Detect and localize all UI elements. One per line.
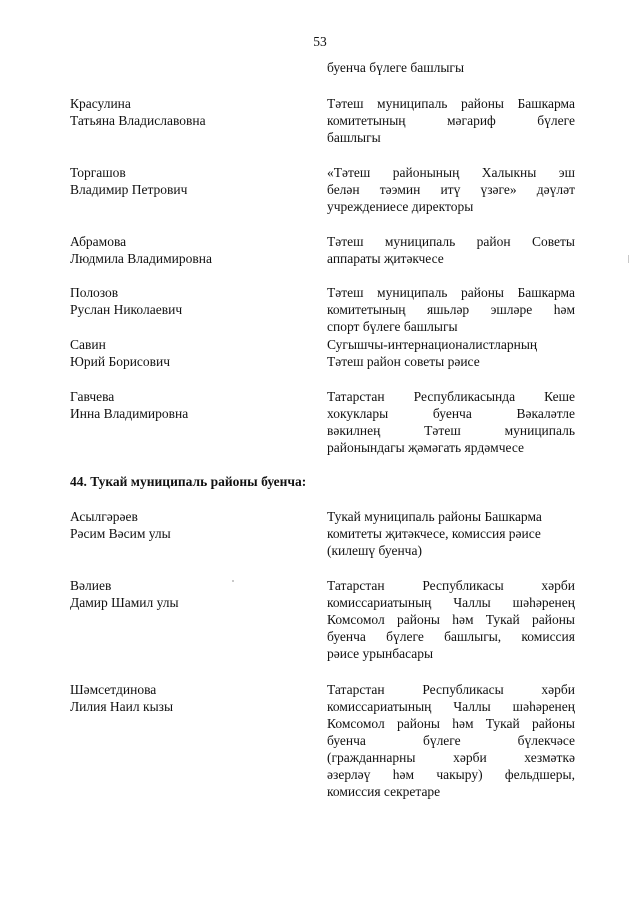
role-line: учреждениесе директоры: [327, 199, 474, 214]
role-line: «Тәтеш районының Халыкны эш: [327, 165, 575, 180]
role-line: рәисе урынбасары: [327, 646, 434, 661]
entry-role: [327, 508, 575, 559]
entry-role: [327, 95, 575, 146]
role-line: Комсомол районы һәм Тукай районы: [327, 716, 575, 731]
scan-speck: [628, 255, 629, 263]
given-name: Юрий Борисович: [70, 354, 171, 369]
section-heading: 44. Тукай муниципаль районы буенча:: [70, 474, 307, 489]
surname: Гавчева: [70, 389, 115, 404]
given-name: Инна Владимировна: [70, 406, 189, 421]
role-line: Тәтеш муниципаль район Советы: [327, 234, 575, 249]
role-line: аппараты җитәкчесе: [327, 251, 444, 266]
role-line: белән тәэмин итү үзәге» дәүләт: [327, 182, 575, 197]
entry-role: [327, 233, 575, 267]
surname: Шәмсетдинова: [70, 682, 157, 697]
role-line: әзерләү һәм чакыру) фельдшеры,: [327, 767, 575, 782]
role-line: Тәтеш муниципаль районы Башкарма: [327, 96, 575, 111]
scan-speck: [232, 580, 234, 582]
entry-name: [70, 284, 305, 318]
entry-role: [327, 681, 575, 800]
role-line: Татарстан Республикасы хәрби: [327, 578, 575, 593]
given-name: Людмила Владимировна: [70, 251, 212, 266]
role-line: (гражданнарны хәрби хезмәткә: [327, 750, 575, 765]
role-line: районындагы җәмәгать ярдәмчесе: [327, 440, 524, 455]
entry-role: [327, 336, 575, 370]
given-name: Лилия Наил кызы: [70, 699, 174, 714]
surname: Вәлиев: [70, 578, 112, 593]
role-line: буенча бүлеге бүлекчәсе: [327, 733, 575, 748]
entry-name: [70, 95, 305, 129]
role-line: комиссия секретаре: [327, 784, 441, 799]
role-line: буенча бүлеге башлыгы, комиссия: [327, 629, 575, 644]
surname: Красулина: [70, 96, 131, 111]
role-line: буенча бүлеге башлыгы: [327, 60, 465, 75]
role-line: комиссариатының Чаллы шәһәренең: [327, 699, 575, 714]
given-name: Дамир Шамил улы: [70, 595, 179, 610]
role-line: комиссариатының Чаллы шәһәренең: [327, 595, 575, 610]
entry-name: [70, 577, 305, 611]
entry-name: [70, 388, 305, 422]
given-name: Татьяна Владиславовна: [70, 113, 206, 128]
role-line: Тәтеш муниципаль районы Башкарма: [327, 285, 575, 300]
entry-name: [70, 233, 305, 267]
entry-role: [327, 577, 575, 662]
given-name: Рәсим Вәсим улы: [70, 526, 171, 541]
page-number: 53: [313, 34, 327, 49]
role-line: спорт бүлеге башлыгы: [327, 319, 458, 334]
entry-role: [327, 284, 575, 335]
entry-name: [70, 681, 305, 715]
given-name: Владимир Петрович: [70, 182, 188, 197]
surname: Полозов: [70, 285, 119, 300]
given-name: Руслан Николаевич: [70, 302, 183, 317]
role-line: башлыгы: [327, 130, 381, 145]
entry-name: [70, 164, 305, 198]
role-line: комитетының яшьләр эшләре һәм: [327, 302, 575, 317]
role-line: хокуклары буенча Вәкаләтле: [327, 406, 575, 421]
role-line: Комсомол районы һәм Тукай районы: [327, 612, 575, 627]
entry-role: [327, 388, 575, 456]
role-line: комитетының мәгариф бүлеге: [327, 113, 575, 128]
role-line: Тәтеш район советы рәисе: [327, 354, 480, 369]
role-line: Татарстан Республикасында Кеше: [327, 389, 575, 404]
role-line: Сугышчы-интернационалистларның: [327, 337, 538, 352]
role-line: Тукай муниципаль районы Башкарма: [327, 509, 542, 524]
role-line: Татарстан Республикасы хәрби: [327, 682, 575, 697]
role-line: комитеты җитәкчесе, комиссия рәисе: [327, 526, 541, 541]
entry-role: [327, 164, 575, 215]
surname: Абрамова: [70, 234, 127, 249]
surname: Асылгәрәев: [70, 509, 138, 524]
entry-name: [70, 508, 305, 542]
surname: Торгашов: [70, 165, 126, 180]
entry-role: [327, 59, 575, 76]
role-line: вәкилнең Тәтеш муниципаль: [327, 423, 575, 438]
surname: Савин: [70, 337, 106, 352]
entry-name: [70, 336, 305, 370]
role-line: (килешү буенча): [327, 543, 422, 558]
